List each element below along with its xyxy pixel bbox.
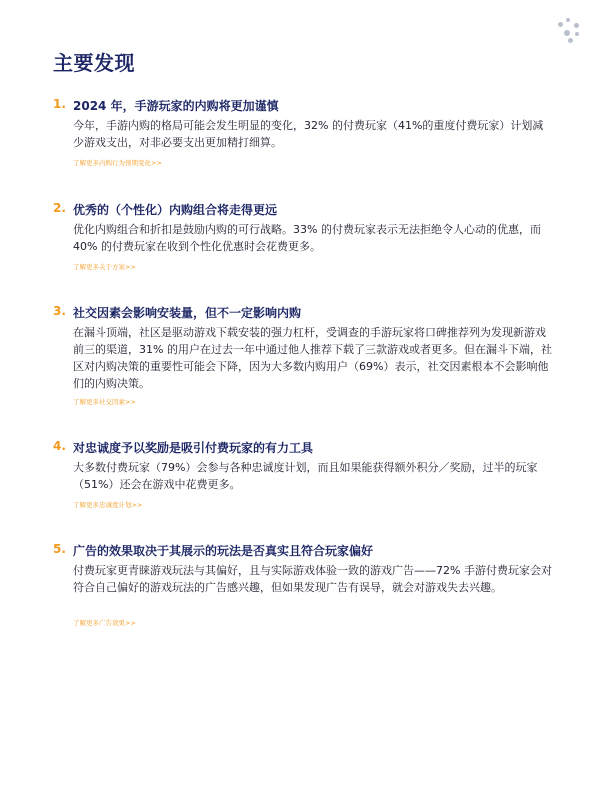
finding-heading: 社交因素会影响安装量，但不一定影响内购 bbox=[73, 306, 302, 320]
learn-more-link[interactable]: 了解更多关于方案>> bbox=[73, 263, 136, 271]
finding-heading: 广告的效果取决于其展示的玩法是否真实且符合玩家偏好 bbox=[73, 544, 374, 558]
finding-number: 4. bbox=[53, 439, 66, 453]
finding-body: 优化内购组合和折扣是鼓励内购的可行战略。33% 的付费玩家表示无法拒绝令人心动的优惠，而40% 的付费玩家在收到个性化优惠时会花费更多。 bbox=[73, 223, 541, 253]
finding-number: 3. bbox=[53, 304, 66, 318]
finding-number: 1. bbox=[53, 97, 66, 111]
finding-body: 大多数付费玩家（79%）会参与各种忠诚度计划，而且如果能获得额外积分／奖励，过半的玩家（51%）还会在游戏中花费更多。 bbox=[73, 461, 538, 491]
learn-more-link[interactable]: 了解更多社交因素>> bbox=[73, 398, 136, 406]
finding-body: 付费玩家更青睐游戏玩法与其偏好，且与实际游戏体验一致的游戏广告——72% 手游付费玩家会对符合自己偏好的游戏玩法的广告感兴趣，但如果发现广告有误导，就会对游戏失去兴趣。 bbox=[73, 564, 552, 594]
finding-body: 今年，手游内购的格局可能会发生明显的变化，32% 的付费玩家（41%的重度付费玩家）计划减少游戏支出，对非必要支出更加精打细算。 bbox=[73, 119, 544, 149]
page-title: 主要发现 bbox=[53, 51, 135, 75]
finding-body: 在漏斗顶端，社区是驱动游戏下载安装的强力杠杆，受调查的手游玩家将口碑推荐列为发现新游戏前三的渠道，31% 的用户在过去一年中通过他人推荐下载了三款游戏或者更多。但在漏斗下端，社区对内购决策的重要性可能会下降，因为大多数内购用户（69%）表示，社交因素根本不会影响他们的内购决策。 bbox=[73, 326, 552, 390]
finding-number: 5. bbox=[53, 542, 66, 556]
learn-more-link[interactable]: 了解更多忠诚度计划>> bbox=[73, 501, 143, 509]
learn-more-link[interactable]: 了解更多内购行为预期变化>> bbox=[73, 159, 162, 167]
finding-heading: 优秀的（个性化）内购组合将走得更远 bbox=[73, 203, 278, 217]
finding-number: 2. bbox=[53, 201, 66, 215]
learn-more-link[interactable]: 了解更多广告效果>> bbox=[73, 619, 136, 627]
logo-dots-icon bbox=[556, 16, 586, 46]
finding-heading: 2024 年，手游玩家的内购将更加谨慎 bbox=[73, 99, 279, 113]
finding-heading: 对忠诚度予以奖励是吸引付费玩家的有力工具 bbox=[73, 441, 314, 455]
